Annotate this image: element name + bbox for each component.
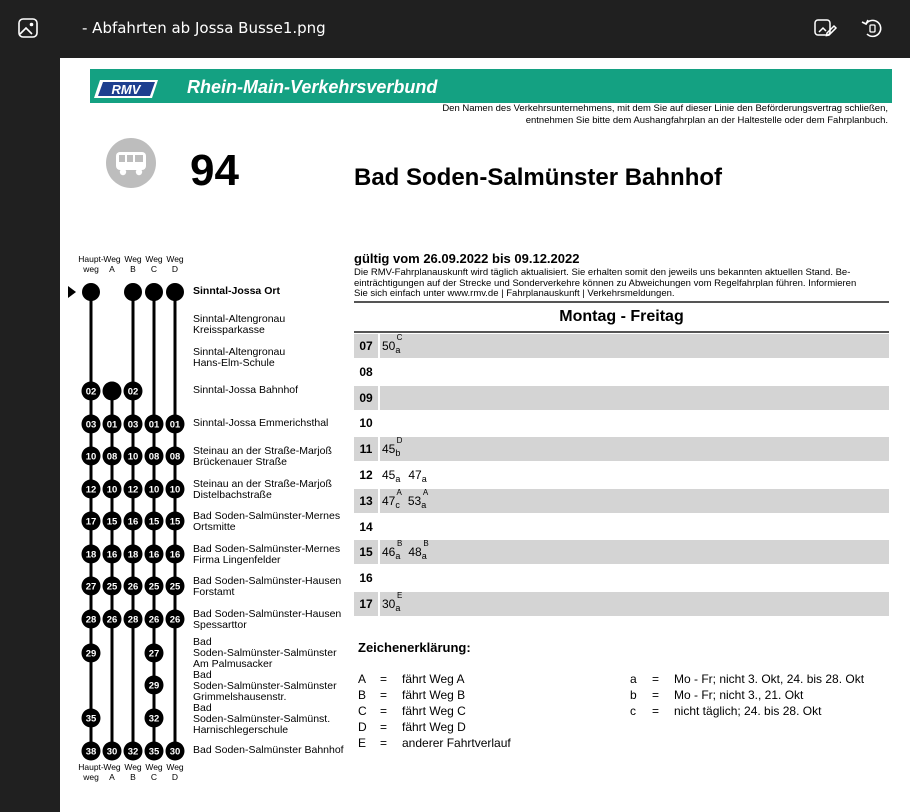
row-shade — [380, 566, 889, 590]
stop-name — [193, 670, 337, 703]
departure-route: A — [422, 487, 429, 497]
stop-time: 10 — [169, 484, 181, 496]
stop-time: 16 — [106, 549, 118, 561]
row-shade — [380, 592, 889, 616]
route-header-bottom: B — [130, 772, 136, 782]
legend-text: nicht täglich; 24. bis 28. Okt — [674, 704, 822, 718]
stop-time: 25 — [106, 581, 118, 593]
legend-key: B — [358, 688, 367, 702]
stop-name-line: Sinntal-Jossa Ort — [193, 285, 280, 297]
legend-text: anderer Fahrtverlauf — [402, 736, 511, 750]
legend-row — [358, 688, 465, 702]
departure — [382, 591, 403, 617]
departures — [382, 437, 408, 461]
bus-icon — [106, 138, 156, 188]
legend-row — [630, 688, 803, 702]
banner-title: Rhein-Main-Verkehrsverbund — [187, 77, 438, 97]
route-header-bottom: A — [109, 772, 115, 782]
validity-block — [354, 251, 889, 300]
edit-image-icon[interactable] — [810, 14, 838, 42]
hour-row — [354, 540, 889, 564]
stop-time: 32 — [127, 746, 139, 758]
departure-route: B — [397, 539, 403, 549]
route-header-bottom: B — [130, 264, 136, 274]
stop-time: 25 — [148, 581, 160, 593]
legend-key: E — [358, 736, 367, 750]
left-sidebar — [0, 58, 60, 812]
stop-time: 02 — [85, 386, 97, 398]
stop-time: 35 — [148, 746, 160, 758]
hour-label: 15 — [354, 540, 378, 564]
legend-equals: = — [380, 688, 388, 702]
stop-time: 16 — [169, 549, 181, 561]
legend-key: A — [358, 672, 367, 686]
stop-dot — [82, 283, 100, 301]
stop-name — [193, 314, 285, 336]
route-header-top: Weg — [103, 762, 121, 772]
legend-equals: = — [380, 704, 388, 718]
hour-label: 10 — [359, 416, 373, 431]
stop-name-line: Forstamt — [193, 586, 235, 598]
notice-line: entnehmen Sie bitte dem Aushangfahrplan an der Haltestelle oder dem Fahrplanbuch. — [525, 115, 888, 126]
hour-row — [354, 386, 889, 410]
departure — [382, 436, 403, 462]
stop-name — [193, 745, 344, 756]
route-column-header — [162, 762, 188, 782]
departures — [382, 489, 434, 513]
stop-name-line: Steinau an der Straße-Marjoß — [193, 445, 332, 457]
stop-time: 16 — [148, 549, 160, 561]
stop-time: 18 — [127, 549, 139, 561]
stop-time: 08 — [169, 451, 181, 463]
stop-name-line: Sinntal-Altengronau — [193, 313, 286, 325]
departure-minute: 50 — [382, 339, 396, 353]
stop-name-line: Bad — [193, 636, 212, 648]
stop-name-line: Brückenauer Straße — [193, 456, 287, 468]
departure — [408, 539, 429, 565]
document-image — [60, 58, 910, 812]
departure-minute: 47 — [408, 468, 422, 482]
stop-name-line: Bad — [193, 702, 212, 714]
legend-equals: = — [652, 688, 660, 702]
stop-dot — [124, 283, 142, 301]
departure-minute: 53 — [407, 493, 422, 508]
validity-line: einträchtigungen auf der Strecke und Sonderverkehre können zu Abweichungen vom Regelfahrplan führen. Informieren — [354, 277, 857, 289]
operator-notice — [442, 103, 888, 127]
route-header-top: Weg — [145, 254, 163, 264]
stop-time: 26 — [106, 614, 118, 626]
row-shade — [380, 437, 889, 461]
hour-row — [354, 592, 889, 616]
legend-equals: = — [652, 704, 660, 718]
legend-text: Mo - Fr; nicht 3. Okt, 24. bis 28. Okt — [674, 672, 865, 686]
row-shade — [380, 360, 889, 384]
row-shade — [380, 334, 889, 358]
stop-time: 12 — [127, 484, 139, 496]
route-diagram — [60, 248, 360, 798]
stop-name — [193, 511, 340, 533]
day-header: Montag - Freitag — [354, 301, 889, 333]
legend-row — [358, 720, 466, 734]
legend-text: Mo - Fr; nicht 3., 21. Okt — [674, 688, 804, 702]
stop-time: 02 — [127, 386, 139, 398]
departure-minute: 48 — [408, 545, 422, 560]
start-arrow-icon — [68, 286, 76, 298]
stop-time: 26 — [169, 614, 181, 626]
departures — [382, 592, 408, 616]
stop-name-line: Bad Soden-Salmünster-Hausen — [193, 575, 342, 587]
stop-time: 17 — [85, 516, 97, 528]
stop-time: 08 — [148, 451, 160, 463]
stop-name — [193, 544, 340, 566]
departure — [382, 489, 400, 514]
legend-key: a — [630, 672, 637, 686]
stop-time: 30 — [106, 746, 118, 758]
departure-note: a — [421, 474, 427, 484]
legend-equals: = — [380, 720, 388, 734]
legend-text: fährt Weg C — [402, 704, 466, 718]
stop-name-line: Grimmelshausenstr. — [193, 691, 287, 703]
destination: Bad Soden-Salmünster Bahnhof — [354, 164, 723, 191]
stop-time: 29 — [148, 680, 160, 692]
hour-row — [354, 515, 889, 539]
legend-key: b — [630, 688, 637, 702]
stop-name-line: Steinau an der Straße-Marjoß — [193, 478, 332, 490]
departures — [382, 334, 408, 358]
stop-time: 27 — [85, 581, 97, 593]
stop-time: 08 — [106, 451, 118, 463]
validity-title: gültig vom 26.09.2022 bis 09.12.2022 — [354, 251, 580, 266]
stop-time: 15 — [106, 516, 118, 528]
departure-note: a — [395, 474, 401, 484]
stop-name-line: Bad Soden-Salmünster-Hausen — [193, 608, 342, 620]
route-header-top: Weg — [103, 254, 121, 264]
stop-name — [193, 347, 285, 369]
validity-line: Die RMV-Fahrplanauskunft wird täglich aktualisiert. Sie erhalten somit den jeweils uns bekannten aktuellen Stand. Be- — [354, 267, 851, 278]
hour-row — [354, 489, 889, 513]
stop-name — [193, 703, 330, 736]
stop-name-line: Bad Soden-Salmünster-Mernes — [193, 510, 341, 522]
legend-row — [358, 704, 466, 718]
stop-name — [193, 286, 280, 297]
departure-note: a — [395, 603, 401, 613]
route-header-bottom: D — [171, 264, 179, 274]
stop-time: 12 — [85, 484, 97, 496]
legend-equals: = — [380, 672, 388, 686]
stop-dot — [145, 283, 163, 301]
departure-minute: 45 — [382, 468, 396, 482]
hour-label: 14 — [359, 519, 373, 534]
route-header-bottom: C — [150, 264, 158, 274]
stop-name-line: Am Palmusacker — [193, 658, 273, 670]
stop-time: 03 — [85, 419, 97, 431]
departure-note: c — [395, 499, 400, 510]
departure — [407, 487, 429, 514]
legend-key: D — [358, 720, 367, 734]
legend-equals: = — [652, 672, 660, 686]
hour-row — [354, 334, 889, 358]
stop-name-line: Bad — [193, 669, 212, 681]
hour-row — [354, 360, 889, 384]
route-header-top: Weg — [145, 762, 163, 772]
row-shade — [380, 515, 889, 539]
validity-description — [354, 268, 889, 300]
row-shade — [380, 489, 889, 513]
route-header-top: Weg — [166, 762, 184, 772]
departure-route: C — [396, 333, 403, 342]
legend-key: C — [358, 704, 367, 718]
stop-time: 28 — [127, 614, 139, 626]
hour-row — [354, 463, 889, 487]
hour-label: 07 — [354, 334, 378, 358]
departure-minute: 45 — [382, 442, 396, 457]
route-header-top: Weg — [124, 762, 142, 772]
hour-label: 08 — [359, 364, 373, 379]
stop-time: 38 — [85, 746, 97, 758]
departure-note: a — [421, 551, 427, 562]
row-shade — [380, 540, 889, 564]
rmv-logo — [94, 80, 158, 98]
hour-label: 12 — [359, 468, 373, 482]
stop-time: 01 — [106, 419, 118, 431]
route-column-header — [162, 254, 188, 274]
stop-time: 30 — [169, 746, 181, 758]
route-header-top: Weg — [166, 254, 184, 264]
departure-route: A — [396, 487, 402, 497]
row-shade — [380, 386, 889, 410]
stop-name — [193, 576, 341, 598]
stop-time: 26 — [148, 614, 160, 626]
stop-time: 35 — [85, 713, 97, 725]
stop-name-line: Sinntal-Altengronau — [193, 346, 286, 358]
legend-equals: = — [380, 736, 388, 750]
stop-name-line: Ortsmitte — [193, 521, 236, 533]
departure — [382, 539, 403, 565]
title-bar — [0, 0, 910, 58]
stop-dot — [166, 283, 184, 301]
stop-name-line: Spessarttor — [193, 619, 247, 631]
route-header-bottom: C — [150, 772, 158, 782]
stop-name — [193, 446, 332, 468]
departure-note: a — [395, 551, 401, 562]
legend-text: fährt Weg B — [402, 688, 466, 702]
stop-name-line: Harnischlegerschule — [193, 724, 289, 736]
validity-line: Sie sich einfach unter www.rmv.de | Fahrplanauskunft | Verkehrsmeldungen. — [354, 288, 675, 299]
departure-minute: 46 — [382, 545, 396, 560]
route-header-bottom: weg — [83, 264, 99, 274]
row-shade — [380, 463, 889, 487]
route-header-bottom: A — [109, 264, 115, 274]
stop-name-line: Sinntal-Jossa Bahnhof — [193, 384, 299, 396]
stop-time: 16 — [127, 516, 139, 528]
photos-app-icon[interactable] — [16, 16, 40, 40]
hour-row — [354, 411, 889, 435]
departure-route: D — [396, 436, 403, 446]
stop-time: 25 — [169, 581, 181, 593]
departure-note: a — [421, 499, 427, 510]
stop-time: 15 — [148, 516, 160, 528]
route-header-top: Haupt- — [78, 762, 104, 772]
legend-row — [630, 704, 821, 718]
hour-row — [354, 437, 889, 461]
departure-route: B — [423, 539, 429, 549]
stop-name — [193, 609, 341, 631]
stop-time: 01 — [148, 419, 160, 431]
hour-label: 17 — [354, 592, 378, 616]
hour-label: 16 — [359, 571, 373, 586]
stop-name-line: Soden-Salmünster-Salmünster — [193, 680, 337, 692]
notice-line: Den Namen des Verkehrsunternehmens, mit dem Sie auf dieser Linie den Beförderungsvertrag schließen, — [442, 103, 888, 114]
row-shade — [380, 411, 889, 435]
stop-time: 03 — [127, 419, 139, 431]
stop-dot — [103, 382, 122, 401]
window-title: - Abfahrten ab Jossa Busse1.png — [82, 19, 326, 37]
stop-time: 01 — [169, 419, 181, 431]
stop-name — [193, 418, 328, 429]
stop-time: 10 — [127, 451, 139, 463]
stop-time: 32 — [148, 713, 160, 725]
route-header-top: Haupt- — [78, 254, 104, 264]
departure-note: a — [395, 345, 401, 355]
legend-row — [358, 672, 464, 686]
line-number: 94 — [190, 146, 239, 195]
rmv-logo-text: RMV — [111, 82, 141, 97]
stop-time: 26 — [127, 581, 139, 593]
hour-row — [354, 566, 889, 590]
stop-name-line: Bad Soden-Salmünster Bahnhof — [193, 744, 344, 756]
departure-minute: 30 — [382, 597, 396, 611]
stop-time: 27 — [148, 648, 160, 660]
stop-name-line: Distelbachstraße — [193, 489, 272, 501]
stop-time: 29 — [85, 648, 97, 660]
stop-name — [193, 385, 298, 396]
rotate-icon[interactable] — [858, 14, 886, 42]
stop-name — [193, 479, 332, 501]
legend-text: fährt Weg A — [402, 672, 465, 686]
stop-time: 10 — [148, 484, 160, 496]
stop-time: 18 — [85, 549, 97, 561]
stop-name-line: Soden-Salmünster-Salmünster — [193, 647, 337, 659]
hour-label: 13 — [354, 489, 378, 513]
stop-name-line: Soden-Salmünster-Salmünst. — [193, 713, 331, 725]
departure-note: b — [395, 448, 401, 459]
hour-label: 09 — [354, 386, 378, 410]
stop-name-line: Bad Soden-Salmünster-Mernes — [193, 543, 341, 555]
legend-key: c — [630, 704, 636, 718]
stop-time: 10 — [85, 451, 97, 463]
route-header-top: Weg — [124, 254, 142, 264]
legend-title: Zeichenerklärung: — [358, 640, 471, 655]
route-header-bottom: weg — [83, 772, 99, 782]
legend-row — [630, 672, 864, 686]
legend-text: fährt Weg D — [402, 720, 466, 734]
stop-name — [193, 637, 337, 670]
stop-time: 10 — [106, 484, 118, 496]
stop-time: 15 — [169, 516, 181, 528]
legend-row — [358, 736, 511, 750]
hour-label: 11 — [354, 437, 378, 461]
departures — [382, 540, 435, 564]
stop-name-line: Kreissparkasse — [193, 324, 265, 336]
departure-minute: 47 — [382, 493, 396, 508]
departure — [382, 333, 403, 359]
departure-route: E — [397, 591, 403, 600]
stop-name-line: Hans-Elm-Schule — [193, 357, 275, 369]
stop-name-line: Firma Lingenfelder — [193, 554, 281, 566]
route-header-bottom: D — [171, 772, 179, 782]
stop-time: 28 — [85, 614, 97, 626]
stop-name-line: Sinntal-Jossa Emmerichsthal — [193, 417, 329, 429]
